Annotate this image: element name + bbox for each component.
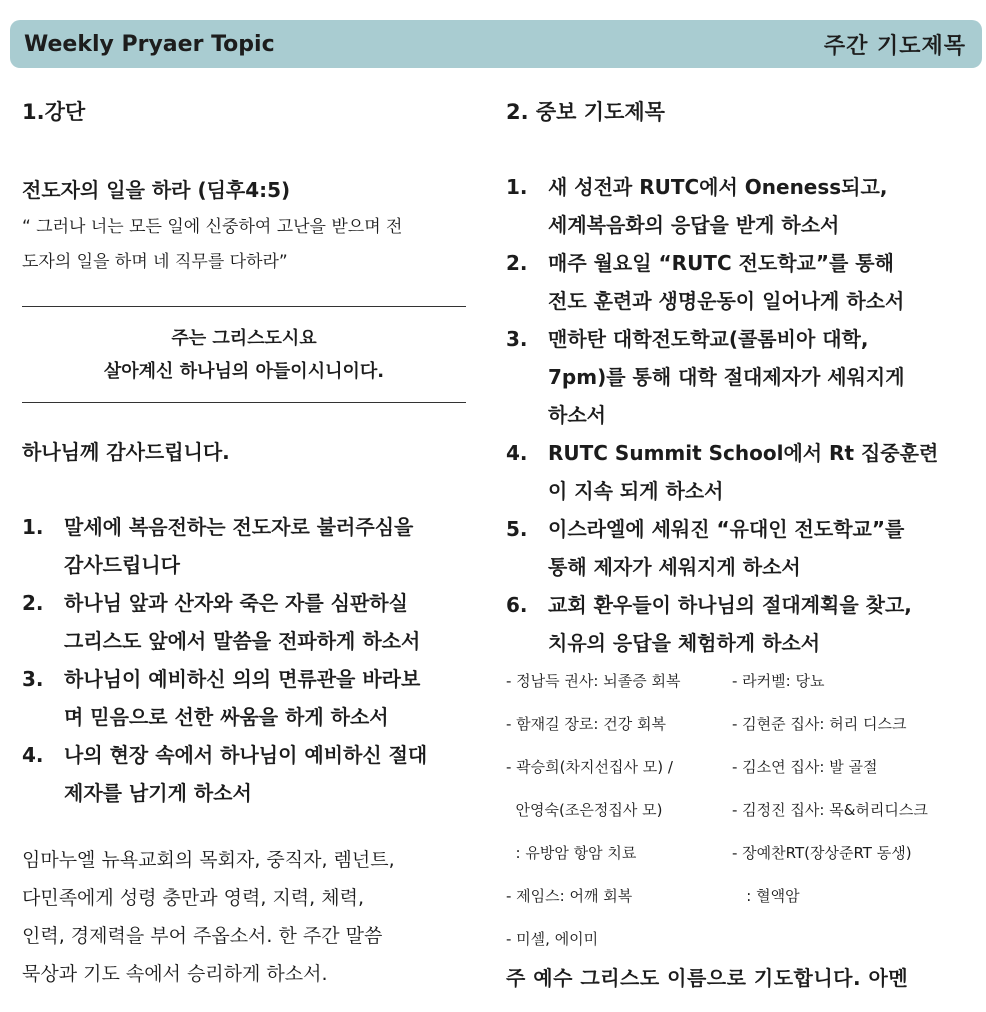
header-title-en: Weekly Pryaer Topic	[24, 31, 275, 57]
sick-entry: - 함재길 장로: 건강 회복	[506, 715, 666, 733]
closing-prayer: 주 예수 그리스도 이름으로 기도합니다. 아멘	[506, 966, 909, 990]
sick-entry: : 혈액암	[732, 887, 800, 905]
sick-entry: - 김정진 집사: 목&허리디스크	[732, 801, 928, 819]
closing-line: 인력, 경제력을 부어 주옵소서. 한 주간 말씀	[22, 925, 383, 947]
thanks-list	[22, 508, 427, 812]
sick-entry: - 김소연 집사: 발 골절	[732, 758, 878, 776]
list-item	[506, 244, 938, 320]
verse-line: 도자의 일을 하며 네 직무를 다하라”	[22, 252, 288, 272]
list-item-line: 그리스도 앞에서 말씀을 전파하게 하소서	[64, 629, 421, 653]
list-item-number: 1.	[506, 175, 528, 199]
confession-line: 주는 그리스도시요	[171, 328, 317, 349]
list-item-line: 말세에 복음전하는 전도자로 불러주심을	[64, 515, 414, 539]
list-item-line: 새 성전과 RUTC에서 Oneness되고,	[548, 175, 888, 199]
closing-line: 임마누엘 뉴욕교회의 목회자, 중직자, 렘넌트,	[22, 849, 395, 871]
list-item	[22, 736, 427, 812]
list-item	[506, 510, 938, 586]
list-item-number: 1.	[22, 515, 44, 539]
list-item-line: 하나님 앞과 산자와 죽은 자를 심판하실	[64, 591, 408, 615]
header-title-ko: 주간 기도제목	[823, 33, 966, 59]
list-item-number: 6.	[506, 593, 528, 617]
list-item-line: 전도 훈련과 생명운동이 일어나게 하소서	[548, 289, 905, 313]
closing-paragraph	[22, 841, 395, 993]
sick-entry: - 제임스: 어깨 회복	[506, 887, 633, 905]
list-item-line: 맨하탄 대학전도학교(콜롬비아 대학,	[548, 327, 869, 351]
list-item-line: 세계복음화의 응답을 받게 하소서	[548, 213, 840, 237]
list-item-number: 2.	[506, 251, 528, 275]
confession-line: 살아계신 하나님의 아들이시니이다.	[103, 361, 385, 382]
section-title-pulpit: 1.강단	[22, 100, 86, 124]
list-item	[506, 168, 938, 244]
list-item-number: 4.	[22, 743, 44, 767]
list-item-line: 감사드립니다	[64, 553, 180, 577]
sick-entry: - 곽승희(차지선집사 모) /	[506, 758, 673, 776]
list-item-line: 하소서	[548, 403, 606, 427]
thanks-title: 하나님께 감사드립니다.	[22, 440, 230, 464]
list-item-line: 이스라엘에 세워진 “유대인 전도학교”를	[548, 517, 905, 541]
closing-line: 다민족에게 성령 충만과 영력, 지력, 체력,	[22, 887, 364, 909]
list-item-number: 5.	[506, 517, 528, 541]
sick-entry: - 정남득 권사: 뇌졸증 회복	[506, 672, 681, 690]
list-item	[506, 586, 938, 662]
list-item-line: 통해 제자가 세워지게 하소서	[548, 555, 801, 579]
list-item	[22, 584, 427, 660]
list-item	[506, 320, 938, 434]
list-item-line: RUTC Summit School에서 Rt 집중훈련	[548, 441, 939, 465]
sick-entry: : 유방암 항암 치료	[506, 844, 637, 862]
list-item-line: 치유의 응답을 체험하게 하소서	[548, 631, 821, 655]
list-item-line: 하나님이 예비하신 의의 면류관을 바라보	[64, 667, 421, 691]
list-item-number: 4.	[506, 441, 528, 465]
sick-entry: - 미셀, 에이미	[506, 930, 599, 948]
list-item-number: 3.	[22, 667, 44, 691]
sick-entry: - 김현준 집사: 허리 디스크	[732, 715, 907, 733]
closing-line: 묵상과 기도 속에서 승리하게 하소서.	[22, 963, 328, 985]
list-item	[22, 508, 427, 584]
sick-entry: - 라커벨: 당뇨	[732, 672, 825, 690]
sermon-title: 전도자의 일을 하라 (딤후4:5)	[22, 178, 291, 202]
divider-bottom	[22, 402, 466, 403]
header-bar	[10, 20, 982, 68]
list-item-line: 교회 환우들이 하나님의 절대계획을 찾고,	[548, 593, 912, 617]
list-item-line: 7pm)를 통해 대학 절대제자가 세워지게	[548, 365, 905, 389]
verse-line: “ 그러나 너는 모든 일에 신중하여 고난을 받으며 전	[22, 217, 403, 237]
list-item	[506, 434, 938, 510]
sermon-verse	[22, 210, 402, 280]
list-item-line: 제자를 남기게 하소서	[64, 781, 252, 805]
divider-top	[22, 306, 466, 307]
list-item-number: 3.	[506, 327, 528, 351]
list-item-number: 2.	[22, 591, 44, 615]
sick-entry: - 장예찬RT(장상준RT 동생)	[732, 844, 912, 862]
intercession-list	[506, 168, 938, 662]
list-item-line: 매주 월요일 “RUTC 전도학교”를 통해	[548, 251, 894, 275]
list-item-line: 며 믿음으로 선한 싸움을 하게 하소서	[64, 705, 389, 729]
confession-box	[22, 322, 466, 388]
sick-entry: 안영숙(조은정집사 모)	[506, 801, 663, 819]
list-item-line: 이 지속 되게 하소서	[548, 479, 724, 503]
list-item-line: 나의 현장 속에서 하나님이 예비하신 절대	[64, 743, 428, 767]
section-title-intercession: 2. 중보 기도제목	[506, 100, 665, 124]
list-item	[22, 660, 427, 736]
